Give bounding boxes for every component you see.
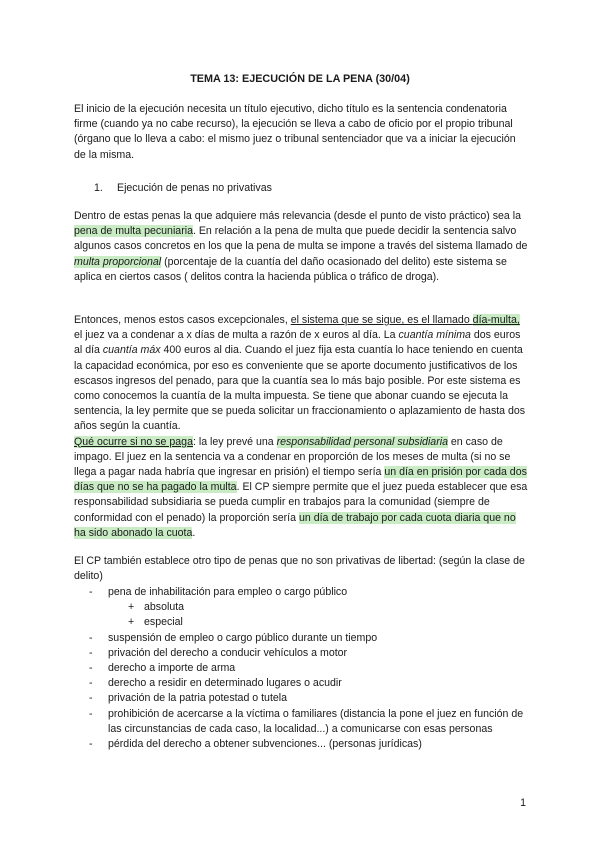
highlight-dia-trabajo: un día de trabajo por cada cuota diaria que no ha sido abonado la cuota [74,511,516,539]
page-number: 1 [520,797,526,809]
highlight-multa-proporcional: multa proporcional [74,255,162,268]
italic-cuantia-max: cuantía máx [102,344,161,357]
list-item-text: pérdida del derecho a obtener subvenciones... (personas jurídicas) [108,738,422,751]
list-item-text: derecho a importe de arma [108,662,236,675]
list-item-text: prohibición de acercarse a la víctima o familiares (distancia la pone el juez en función de las circunstancias de cada caso, la localidad...) a comunicarse con esas personas [108,707,524,735]
list-bullet: - [89,646,93,659]
sub-list-item [74,615,534,630]
underlined-sistema: el sistema que se sigue, es el llamado [290,314,473,326]
text-run: dos euros al día [74,329,521,357]
intro-paragraph: El inicio de la ejecución necesita un título ejecutivo, dicho título es la sentencia condenatoria firme (cuando ya no cabe recurso), la ejecución se lleva a cabo de oficio por el propio tribunal (órgano que lo lleva a cabo: el mismo juez o tribunal sentenciador que va a iniciar la ejecución de la misma. [74,103,516,161]
list-item [74,631,534,646]
text-run: 400 euros al dia. Cuando el juez fija esta cuantía lo hace teniendo en cuenta la capacidad económica, por eso es conveniente que se aporte documento justificativos de los escasos ingresos del penado, para que la cuantía sea lo más bajo posible. Por este sistema es como conocemos la cuantía de la multa impuesta. Se tiene que abonar cuando se ejecuta la sentencia, la ley permite que se pueda solicitar un fraccionamiento o aplazamiento de hasta dos años según la cuantía. [74,344,526,433]
text-run: Dentro de estas penas la que adquiere más relevancia (desde el punto de visto práctico) sea la [74,210,521,222]
multa-paragraph [74,209,528,285]
list-item-text: privación del derecho a conducir vehículos a motor [108,646,348,659]
list-item-text: especial [144,616,183,629]
otras-penas-paragraph: El CP también establece otro tipo de penas que no son privativas de libertad: (según la clase de delito) [74,555,525,583]
list-item [74,691,534,706]
highlight-responsabilidad-subsidiaria: responsabilidad personal subsidiaria [276,435,448,448]
list-bullet: - [89,707,93,720]
highlight-que-ocurre: Qué ocurre si no se paga [74,435,193,448]
text-run: . [192,526,196,539]
text-run: . El CP siempre permite que el juez pueda establecer que esa responsabilidad subsidiaria se pueda cumplir en trabajos para la comunidad (siempre de conformidad con el penado) la proporción sería [74,481,528,524]
list-bullet: - [89,738,93,751]
list-bullet: - [89,586,93,598]
highlight-dia-multa: día-multa, [472,314,520,326]
document-title: TEMA 13: EJECUCIÓN DE LA PENA (30/04) [190,73,410,85]
list-item-text: pena de inhabilitación para empleo o cargo público [108,586,348,598]
text-run: : la ley prevé una [192,435,277,448]
list-bullet: + [128,601,135,614]
highlight-multa-pecuniaria: pena de multa pecuniaria [74,225,193,238]
section-label: Ejecución de penas no privativas [117,182,272,194]
text-run: (porcentaje de la cuantía del daño ocasionado del delito) este sistema se aplica en ciertos casos ( delitos contra la hacienda pública o tráfico de droga). [74,255,507,283]
sub-list-item [74,600,534,615]
section-heading-1 [94,181,272,196]
list-item [74,707,534,737]
text-run: . En relación a la pena de multa que puede decidir la sentencia salvo algunos casos concretos en los que la pena de multa se impone a través del sistema llamado de [74,225,528,253]
italic-cuantia-minima: cuantía mínima [398,329,471,342]
text-run: en caso de impago. El juez en la sentencia va a condenar en proporción de los meses de multa (si no se llega a pagar nada habría que ingresar en prisión) el tiempo sería [74,435,511,479]
list-bullet: + [128,616,135,629]
dia-multa-paragraph [74,313,528,541]
text-run: Entonces, menos estos casos excepcionales, [74,314,291,326]
list-item [74,585,534,600]
list-item [74,646,534,661]
penas-list [74,585,534,752]
highlight-dia-prision: un día en prisión por cada dos días que no se ha pagado la multa [74,466,527,494]
list-item [74,737,534,752]
list-item [74,676,534,691]
list-item [74,661,534,676]
list-bullet: - [89,677,93,690]
text-run: el juez va a condenar a x días de multa a razón de x euros al día. La [74,329,399,342]
section-number: 1. [94,182,103,194]
list-item-text: absoluta [144,601,185,614]
list-item-text: derecho a residir en determinado lugares o acudir [108,677,342,690]
list-item-text: privación de la patria potestad o tutela [108,692,288,705]
list-item-text: suspensión de empleo o cargo público durante un tiempo [108,631,378,644]
list-bullet: - [89,662,93,675]
list-bullet: - [89,631,93,644]
list-bullet: - [89,692,93,705]
